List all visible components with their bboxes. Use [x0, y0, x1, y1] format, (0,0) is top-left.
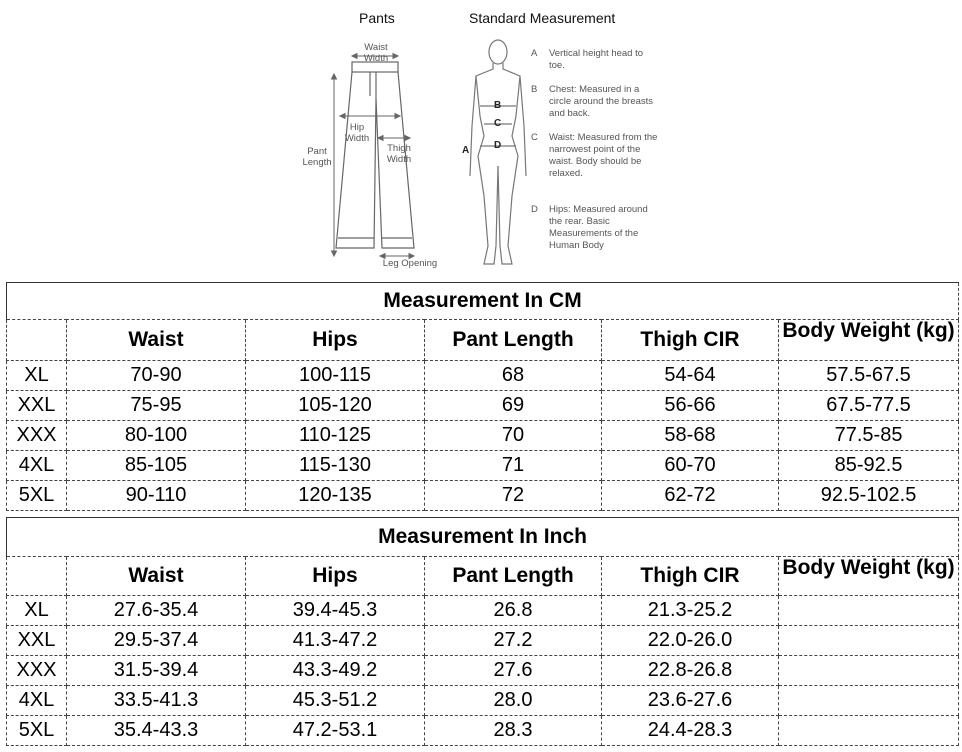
table-cell: 90-110 [67, 481, 246, 511]
table-cell: 56-66 [602, 391, 779, 421]
table-row [7, 361, 959, 391]
header-cell [7, 320, 67, 361]
table-cell: 85-92.5 [779, 451, 959, 481]
cm-header-row [7, 320, 959, 361]
cm-table-title: Measurement In CM [7, 283, 959, 320]
size-cell: 4XL [7, 686, 67, 716]
table-cell: 72 [425, 481, 602, 511]
thigh-width-label: Thigh Width [386, 143, 412, 165]
hip-width-label: Hip Width [344, 122, 370, 144]
table-cell: 33.5-41.3 [67, 686, 246, 716]
note-a: A Vertical height head to toe. [531, 48, 644, 71]
table-cell: 28.3 [425, 716, 602, 746]
table-cell: 85-105 [67, 451, 246, 481]
letter-a: A [462, 145, 470, 156]
table-cell: 68 [425, 361, 602, 391]
table-cell: 100-115 [246, 361, 425, 391]
table-cell: 39.4-45.3 [246, 596, 425, 626]
table-row [7, 626, 959, 656]
header-cell: Hips [246, 320, 425, 361]
table-cell [779, 656, 959, 686]
table-cell: 110-125 [246, 421, 425, 451]
size-cell: XXL [7, 626, 67, 656]
size-cell: XL [7, 361, 67, 391]
table-row [7, 451, 959, 481]
measurement-illustration [0, 0, 962, 275]
size-cell: 5XL [7, 716, 67, 746]
table-cell: 29.5-37.4 [67, 626, 246, 656]
table-cell: 28.0 [425, 686, 602, 716]
table-cell: 47.2-53.1 [246, 716, 425, 746]
table-cell: 23.6-27.6 [602, 686, 779, 716]
table-row [7, 686, 959, 716]
table-cell: 115-130 [246, 451, 425, 481]
table-cell: 31.5-39.4 [67, 656, 246, 686]
header-cell: Hips [246, 557, 425, 596]
table-cell: 77.5-85 [779, 421, 959, 451]
note-b: B Chest: Measured in a circle around the breasts and back. [531, 84, 654, 119]
table-cell: 105-120 [246, 391, 425, 421]
table-cell: 27.6-35.4 [67, 596, 246, 626]
table-cell: 22.0-26.0 [602, 626, 779, 656]
table-cell [779, 596, 959, 626]
table-row [7, 716, 959, 746]
letter-d: D [494, 140, 502, 151]
table-cell: 35.4-43.3 [67, 716, 246, 746]
note-c: C Waist: Measured from the narrowest point of the waist. Body should be relaxed. [531, 132, 658, 179]
table-cell: 70 [425, 421, 602, 451]
table-cell: 67.5-77.5 [779, 391, 959, 421]
table-cell: 62-72 [602, 481, 779, 511]
pant-length-label: Pant Length [302, 146, 332, 168]
table-row [7, 391, 959, 421]
table-row [7, 481, 959, 511]
table-cell: 27.6 [425, 656, 602, 686]
table-cell: 70-90 [67, 361, 246, 391]
table-cell: 41.3-47.2 [246, 626, 425, 656]
size-cell: XXL [7, 391, 67, 421]
size-cell: 5XL [7, 481, 67, 511]
table-cell: 80-100 [67, 421, 246, 451]
size-cell: XXX [7, 656, 67, 686]
letter-b: B [494, 100, 502, 111]
header-cell: Thigh CIR [602, 557, 779, 596]
header-cell: Body Weight (kg) [779, 320, 959, 361]
pants-title: Pants [359, 10, 395, 26]
table-row [7, 596, 959, 626]
size-cell: XXX [7, 421, 67, 451]
table-cell: 43.3-49.2 [246, 656, 425, 686]
table-cell: 45.3-51.2 [246, 686, 425, 716]
waist-width-label: Waist Width [363, 42, 389, 64]
table-cell: 57.5-67.5 [779, 361, 959, 391]
size-cell: XL [7, 596, 67, 626]
table-cell: 60-70 [602, 451, 779, 481]
table-row [7, 656, 959, 686]
header-cell: Body Weight (kg) [779, 557, 959, 596]
table-cell: 92.5-102.5 [779, 481, 959, 511]
table-cell [779, 686, 959, 716]
header-cell: Pant Length [425, 320, 602, 361]
inch-table-title: Measurement In Inch [7, 518, 959, 557]
letter-c: C [494, 118, 502, 129]
leg-opening-label: Leg Opening [382, 258, 438, 269]
header-cell: Pant Length [425, 557, 602, 596]
table-cell: 26.8 [425, 596, 602, 626]
header-cell: Thigh CIR [602, 320, 779, 361]
table-cell: 27.2 [425, 626, 602, 656]
cm-size-table [6, 282, 959, 511]
body-figure [462, 36, 534, 272]
table-row [7, 421, 959, 451]
size-cell: 4XL [7, 451, 67, 481]
table-cell: 75-95 [67, 391, 246, 421]
inch-header-row [7, 557, 959, 596]
header-cell: Waist [67, 557, 246, 596]
table-cell: 54-64 [602, 361, 779, 391]
table-cell: 71 [425, 451, 602, 481]
table-cell [779, 626, 959, 656]
note-d: D Hips: Measured around the rear. Basic Measurements of the Human Body [531, 204, 648, 251]
table-cell: 21.3-25.2 [602, 596, 779, 626]
table-cell: 24.4-28.3 [602, 716, 779, 746]
table-cell: 22.8-26.8 [602, 656, 779, 686]
table-cell: 120-135 [246, 481, 425, 511]
inch-size-table [6, 517, 959, 746]
table-cell: 69 [425, 391, 602, 421]
table-cell [779, 716, 959, 746]
header-cell [7, 557, 67, 596]
header-cell: Waist [67, 320, 246, 361]
standard-measurement-title: Standard Measurement [469, 10, 616, 26]
table-cell: 58-68 [602, 421, 779, 451]
